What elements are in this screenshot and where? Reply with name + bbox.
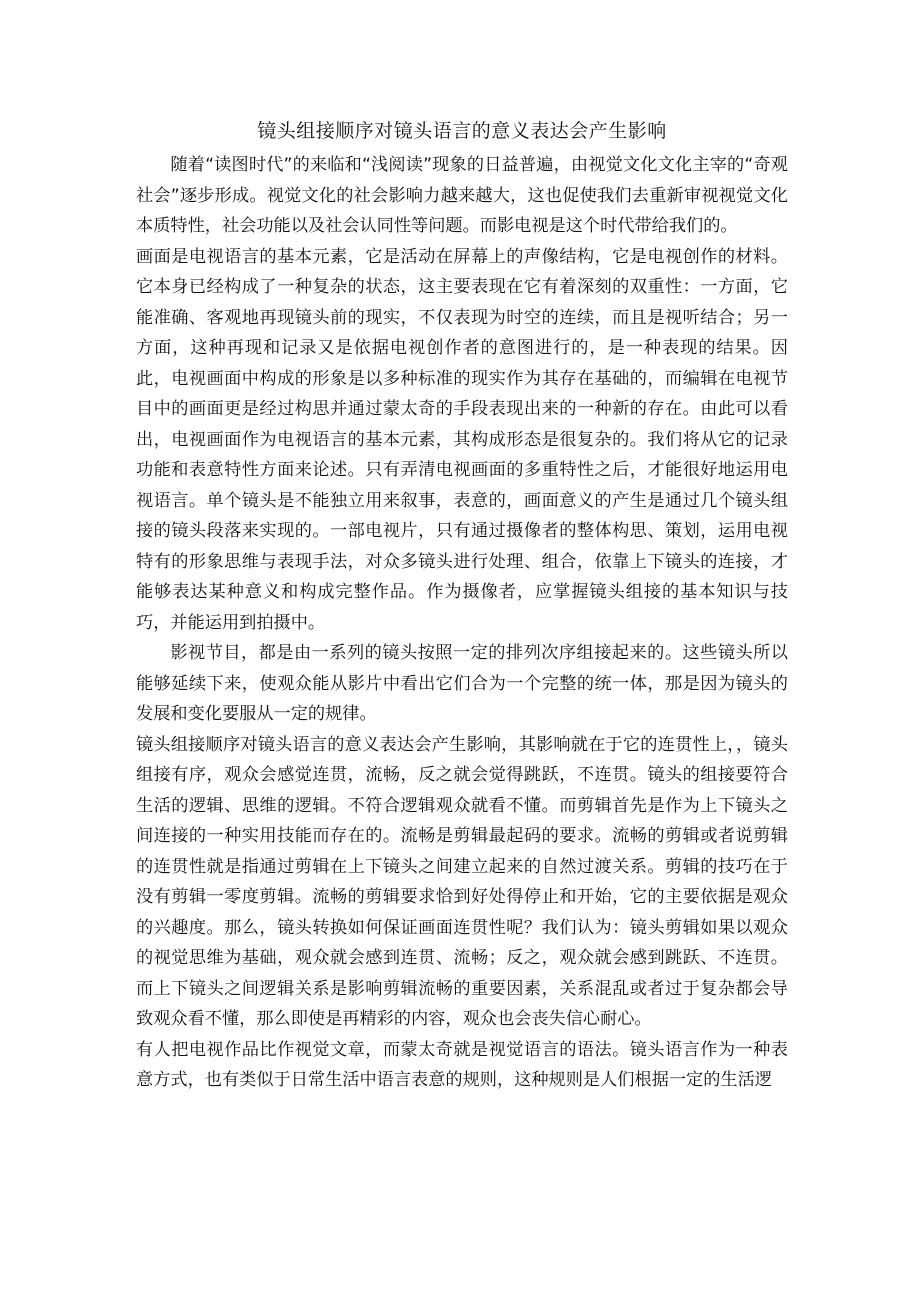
paragraph-4: 镜头组接顺序对镜头语言的意义表达会产生影响，其影响就在于它的连贯性上，，镜头组接有序，观众会感觉连贯，流畅，反之就会觉得跳跃，不连贯。镜头的组接要符合生活的逻辑、思维的逻辑。不符合逻辑观众就看不懂。而剪辑首先是作为上下镜头之间连接的一种实用技能而存在的。流畅是剪辑最起码的要求。流畅的剪辑或者说剪辑的连贯性就是指通过剪辑在上下镜头之间建立起来的自然过渡关系。剪辑的技巧在于没有剪辑一零度剪辑。流畅的剪辑要求恰到好处得停止和开始，它的主要依据是观众的兴趣度。那么，镜头转换如何保证画面连贯性呢？我们认为：镜头剪辑如果以观众的视觉思维为基础，观众就会感到连贯、流畅；反之，观众就会感到跳跃、不连贯。而上下镜头之间逻辑关系是影响剪辑流畅的重要因素，关系混乱或者过于复杂都会导致观众看不懂，那么即使是再精彩的内容，观众也会丧失信心耐心。 (136, 734, 788, 1029)
paragraph-1: 随着“读图时代”的来临和“浅阅读”现象的日益普遍，由视觉文化文化主宰的“奇观社会”逐步形成。视觉文化的社会影响力越来越大，这也促使我们去重新审视视觉文化本质特性，社会功能以及社会认同性等问题。而影电视是这个时代带给我们的。 (136, 155, 788, 236)
paragraph-5: 有人把电视作品比作视觉文章，而蒙太奇就是视觉语言的语法。镜头语言作为一种表意方式，也有类似于日常生活中语言表意的规则，这种规则是人们根据一定的生活逻 (136, 1039, 788, 1090)
document-title: 镜头组接顺序对镜头语言的意义表达会产生影响 (257, 120, 667, 142)
document-page (136, 118, 788, 1096)
paragraph-2: 画面是电视语言的基本元素，它是活动在屏幕上的声像结构，它是电视创作的材料。它本身已经构成了一种复杂的状态，这主要表现在它有着深刻的双重性：一方面，它能准确、客观地再现镜头前的现实，不仅表现为时空的连续，而且是视听结合；另一方面，这种再现和记录又是依据电视创作者的意图进行的，是一种表现的结果。因此，电视画面中构成的形象是以多种标准的现实作为其存在基础的，而编辑在电视节目中的画面更是经过构思并通过蒙太奇的手段表现出来的一种新的存在。由此可以看出，电视画面作为电视语言的基本元素，其构成形态是很复杂的。我们将从它的记录功能和表意特性方面来论述。只有弄清电视画面的多重特性之后，才能很好地运用电视语言。单个镜头是不能独立用来叙事，表意的，画面意义的产生是通过几个镜头组接的镜头段落来实现的。一部电视片，只有通过摄像者的整体构思、策划，运用电视特有的形象思维与表现手法，对众多镜头进行处理、组合，依靠上下镜头的连接，才能够表达某种意义和构成完整作品。作为摄像者，应掌握镜头组接的基本知识与技巧，并能运用到拍摄中。 (136, 246, 788, 633)
paragraph-3: 影视节目，都是由一系列的镜头按照一定的排列次序组接起来的。这些镜头所以能够延续下来，使观众能从影片中看出它们合为一个完整的统一体，那是因为镜头的发展和变化要服从一定的规律。 (136, 643, 788, 724)
